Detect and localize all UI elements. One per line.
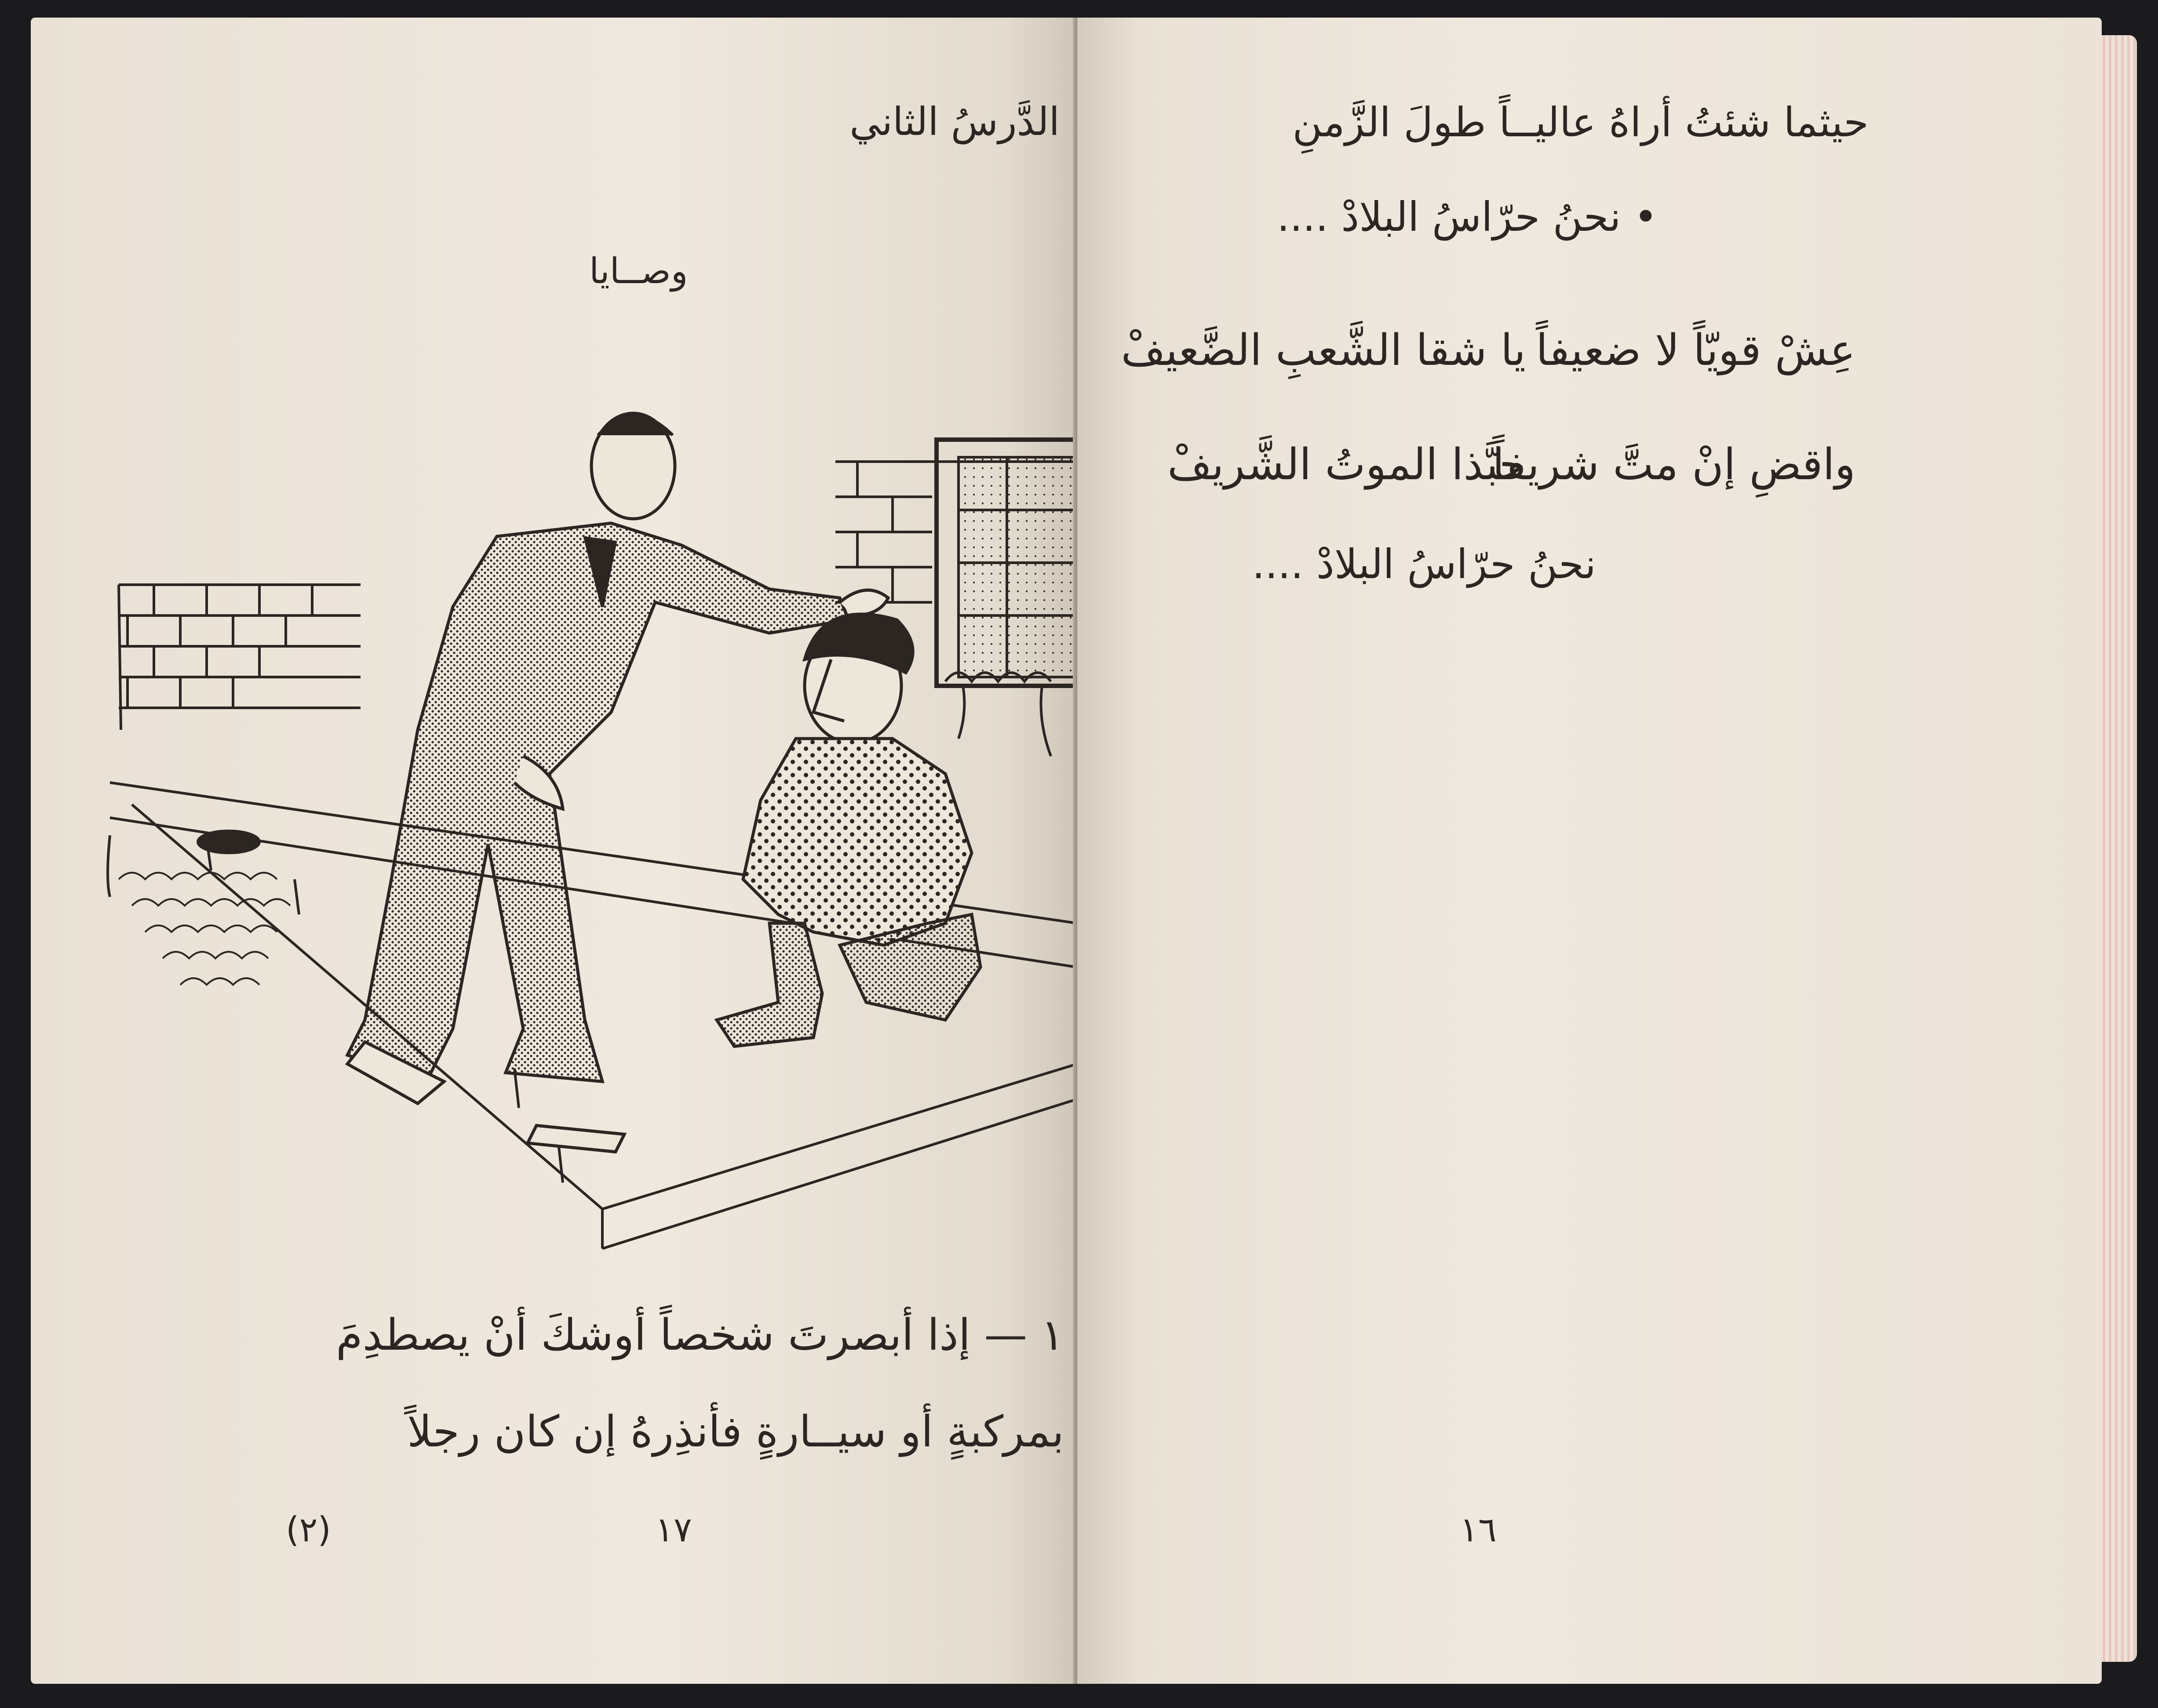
paragraph-line-2: بمركبةٍ أو سيــارةٍ فأنذِرهُ إن كان رجلاً bbox=[407, 1407, 1064, 1457]
section-title: وصــايا bbox=[589, 251, 688, 291]
paragraph-line-1: ١ — إذا أبصرتَ شخصاً أوشكَ أنْ يصطدِمَ bbox=[335, 1310, 1064, 1360]
illustration bbox=[31, 396, 1077, 1451]
open-book bbox=[31, 18, 2137, 1684]
verse-1-first-hemistich: عِشْ قويّاً لا ضعيفاً bbox=[1536, 325, 1855, 375]
refrain-1: • نحنُ حرّاسُ البلادْ .... bbox=[1277, 193, 1658, 240]
running-title: الدَّرسُ الثاني bbox=[849, 99, 1060, 144]
verse-2-first-hemistich: واقضِ إنْ متَّ شريفاً bbox=[1492, 440, 1855, 490]
left-page bbox=[31, 18, 1077, 1684]
top-verse-line: حيثما شئتُ أراهُ عاليــاً طولَ الزَّمنِ bbox=[1292, 99, 1869, 146]
page-number-right: ١٦ bbox=[1460, 1510, 1497, 1550]
signature-mark: (٢) bbox=[286, 1510, 331, 1550]
refrain-2: نحنُ حرّاسُ البلادْ .... bbox=[1252, 541, 1596, 588]
page-number-left: ١٧ bbox=[655, 1510, 692, 1550]
verse-2-second-hemistich: حبَّذا الموتُ الشَّريفْ bbox=[1167, 440, 1526, 490]
right-page bbox=[1077, 18, 2102, 1684]
verse-1-second-hemistich: يا شقا الشَّعبِ الضَّعيفْ bbox=[1121, 325, 1526, 375]
